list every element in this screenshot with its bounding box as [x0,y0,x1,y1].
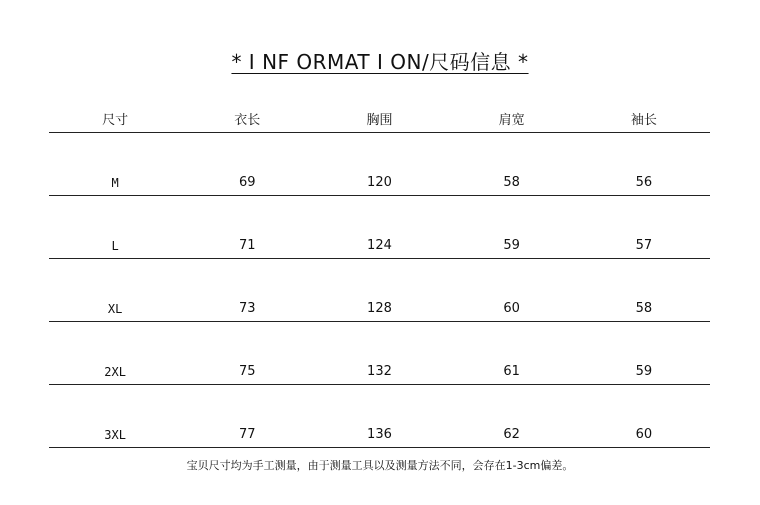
chest-cell: 132 [313,322,445,385]
column-header-shoulder: 肩宽 [446,104,578,133]
sleeve-cell: 60 [578,385,710,448]
shoulder-cell: 62 [446,385,578,448]
column-header-chest: 胸围 [313,104,445,133]
length-cell: 73 [181,259,313,322]
shoulder-cell: 61 [446,322,578,385]
size-cell: 2XL [49,322,181,385]
page-title [0,50,760,74]
sleeve-cell: 59 [578,322,710,385]
table-row [49,322,710,385]
table-row [49,385,710,448]
length-cell: 69 [181,133,313,196]
size-cell: XL [49,259,181,322]
table-header-row [49,104,710,133]
column-header-size: 尺寸 [49,104,181,133]
column-header-sleeve: 袖长 [578,104,710,133]
shoulder-cell: 59 [446,196,578,259]
sleeve-cell: 58 [578,259,710,322]
size-cell: M [49,133,181,196]
chest-cell: 136 [313,385,445,448]
shoulder-cell: 60 [446,259,578,322]
chest-cell: 120 [313,133,445,196]
size-cell: 3XL [49,385,181,448]
table-row [49,133,710,196]
length-cell: 71 [181,196,313,259]
table-row [49,259,710,322]
size-cell: L [49,196,181,259]
table-row [49,196,710,259]
chest-cell: 124 [313,196,445,259]
chest-cell: 128 [313,259,445,322]
length-cell: 77 [181,385,313,448]
shoulder-cell: 58 [446,133,578,196]
length-cell: 75 [181,322,313,385]
size-table [49,104,710,448]
page-title-text: * I NF ORMAT I ON/尺码信息 * [231,50,529,74]
column-header-length: 衣长 [181,104,313,133]
sleeve-cell: 56 [578,133,710,196]
sleeve-cell: 57 [578,196,710,259]
measurement-note: 宝贝尺寸均为手工测量，由于测量工具以及测量方法不同，会存在1-3cm偏差。 [186,459,574,472]
